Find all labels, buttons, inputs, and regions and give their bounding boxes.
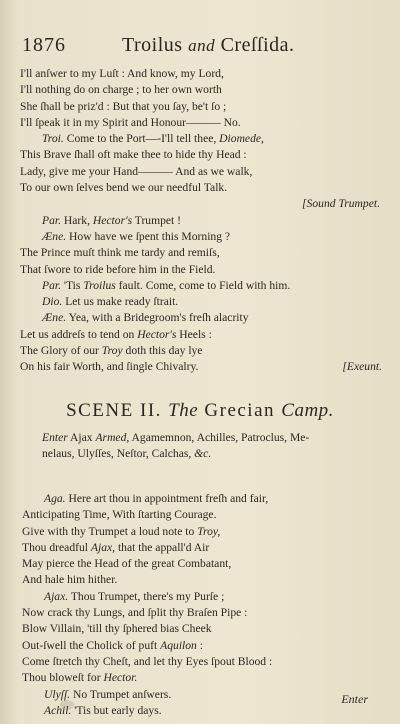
speaker-name: Troi. [42, 132, 64, 146]
italic-name: Troilus [83, 278, 116, 292]
verse-line [20, 82, 382, 98]
line-text: Come to the Port—-I'll tell thee, [63, 132, 220, 146]
verse-line [20, 245, 382, 261]
stage-direction [20, 430, 382, 463]
speaker-name: Par. [42, 278, 62, 292]
line-text: And hale him hither. [22, 573, 118, 587]
line-text: She ſhall be priz'd : But that you ſay, be't ſo ; [20, 99, 227, 113]
verse-line [20, 229, 382, 245]
italic-name: Diomede, [219, 132, 264, 146]
title-cressida: Creſſida. [220, 34, 295, 56]
line-text: Lady, give me your Hand——— And as we walk, [20, 164, 253, 178]
line-text-end: doth this day lye [122, 344, 203, 358]
speaker-name: Æne. [42, 311, 67, 325]
line-text: On his fair Worth, and ſingle Chivalry. [20, 360, 199, 374]
stage-names-2: nelaus, Ulyſſes, Neſtor, Calchas, [42, 447, 195, 461]
speaker-name: Æne. [42, 229, 67, 243]
stage-etc: &c. [194, 447, 212, 461]
line-text: That ſwore to ride before him in the Field. [20, 262, 216, 276]
italic-name: Hector. [103, 671, 138, 685]
verse-line [20, 147, 382, 163]
verse-line [22, 605, 382, 621]
verse-line [22, 621, 382, 637]
line-text: Let us addreſs to tend on [20, 327, 138, 341]
line-text: Thou bloweſt for [22, 671, 104, 685]
scene-the: The [168, 400, 199, 421]
italic-name: Troy, [197, 524, 221, 538]
line-text: The Glory of our [20, 344, 102, 358]
line-text: Let us make ready ſtrait. [62, 295, 179, 309]
verse-line [20, 115, 382, 131]
scene-camp: Camp. [281, 400, 334, 421]
verse-line [22, 654, 382, 670]
verse-line [22, 507, 382, 523]
line-text: Come ſtretch thy Cheſt, and let thy Eyes ſpout Blood : [22, 654, 273, 668]
stage-enter: Enter [42, 431, 68, 444]
line-text: Blow Villain, 'till thy ſphered bias Cheek [22, 622, 212, 636]
verse-line [22, 540, 382, 556]
speaker-name: Dio. [42, 295, 63, 309]
line-text: 'Tis but early days. [71, 703, 162, 717]
verse-line [20, 278, 382, 294]
line-text: I'll nothing do on charge ; to her own worth [20, 83, 222, 97]
line-text-end: fault. Come, come to Field with him. [115, 278, 291, 292]
verse-line [20, 213, 382, 229]
verse-line [20, 343, 382, 359]
verse-line [20, 196, 382, 212]
ink-smudge [60, 700, 74, 710]
verse-line [22, 670, 382, 686]
scene-one-text [20, 66, 382, 376]
line-text: 'Tis [61, 278, 84, 292]
scene-heading [0, 400, 400, 422]
speaker-name: Ulyſſ. [44, 687, 71, 701]
verse-line [22, 556, 382, 572]
scene-grecian: Grecian [204, 400, 276, 421]
italic-name: Aquilon [160, 638, 197, 652]
verse-line [22, 687, 382, 703]
line-text-end: that the appall'd Air [115, 540, 210, 554]
stage-armed: Armed, [95, 431, 130, 444]
speaker-name: Achil. [44, 703, 72, 717]
speaker-name: Ajax. [44, 589, 69, 603]
line-text: Give with thy Trumpet a loud note to [22, 524, 198, 538]
line-text: May pierce the Head of the great Combatant, [22, 557, 232, 571]
line-text-end: Trumpet ! [132, 213, 182, 227]
verse-line [20, 310, 382, 326]
verse-line [22, 703, 382, 719]
speaker-name: Aga. [44, 492, 66, 505]
line-text: Anticipating Time, With ſtarting Courage. [22, 508, 217, 522]
italic-name: Troy [101, 344, 123, 358]
verse-line [20, 164, 382, 180]
verse-line [20, 131, 382, 147]
line-text: Out-ſwell the Cholick of puft [22, 638, 161, 652]
verse-line [20, 262, 382, 278]
line-text: This Brave ſhall oft make thee to hide thy Head : [20, 148, 247, 162]
verse-line [20, 180, 382, 196]
verse-line [22, 524, 382, 540]
scene-two-text [22, 491, 382, 719]
line-text: How have we ſpent this Morning ? [66, 229, 231, 243]
verse-line [20, 99, 382, 115]
speaker-name: Par. [42, 213, 62, 227]
verse-line [20, 359, 382, 375]
italic-name: Ajax, [90, 540, 116, 554]
verse-line [22, 491, 382, 507]
title-and: and [188, 36, 216, 55]
line-text-end: Heels : [176, 327, 212, 341]
verse-line [20, 327, 382, 343]
line-text-end: : [196, 638, 203, 652]
line-text: Here art thou in appointment freſh and fair, [65, 492, 269, 505]
line-text: I'll ſpeak it in my Spirit and Honour——— No. [20, 115, 241, 129]
italic-name: Hector's [92, 213, 133, 227]
stage-direction-text: [Sound Trumpet. [302, 197, 380, 211]
title-troilus: Troilus [122, 34, 183, 56]
verse-line [20, 294, 382, 310]
verse-line [22, 638, 382, 654]
line-text: Thou dreadful [22, 540, 91, 554]
line-text: To our own ſelves bend we our needful Talk. [20, 181, 228, 195]
verse-line [22, 572, 382, 588]
stage-names-1: Agamemnon, Achilles, Patroclus, Me- [129, 431, 310, 444]
line-text: Hark, [61, 213, 93, 227]
line-text: The Prince muſt think me tardy and remiſs, [20, 246, 220, 260]
page-number: 1876 [22, 34, 66, 56]
scene-number: SCENE II. [66, 400, 162, 421]
verse-line [22, 589, 382, 605]
line-text: Yea, with a Bridegroom's freſh alacrity [66, 311, 249, 325]
italic-name: Hector's [137, 327, 177, 341]
page-header [22, 34, 378, 58]
line-text: Now crack thy Lungs, and ſplit thy Braſen Pipe : [22, 606, 248, 620]
line-text: No Trumpet anſwers. [70, 687, 172, 701]
line-text: Thou Trumpet, there's my Purſe ; [68, 589, 225, 603]
stage-ajax: Ajax [67, 431, 96, 444]
catchword: Enter [341, 692, 368, 706]
exit-direction: [Exeunt. [342, 360, 382, 374]
verse-line [20, 66, 382, 82]
line-text: I'll anſwer to my Luſt : And know, my Lord, [20, 67, 224, 80]
running-title [122, 34, 295, 57]
